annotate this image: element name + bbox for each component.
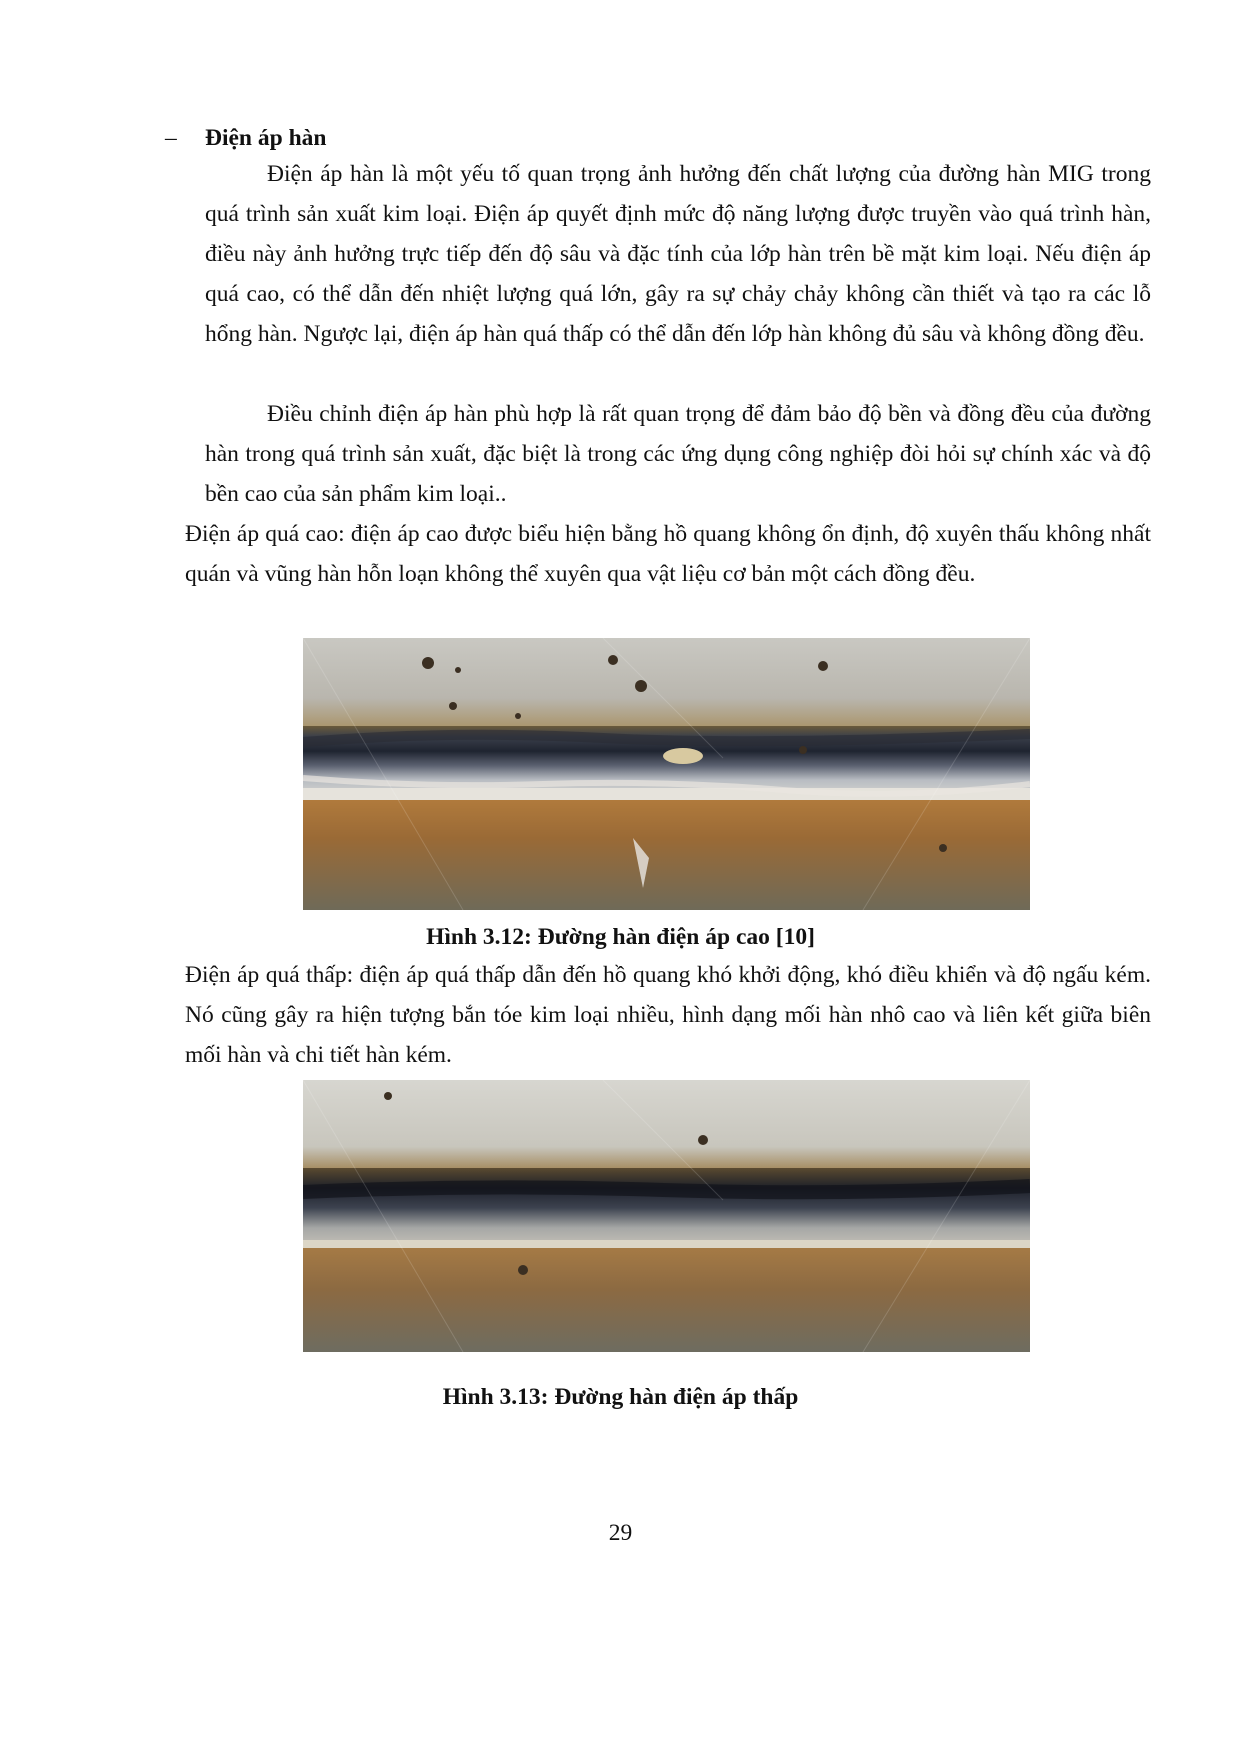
figure-low-voltage-weld (303, 1080, 1030, 1352)
weld-photo-high-voltage (303, 638, 1030, 910)
figure-caption-2: Hình 3.13: Đường hàn điện áp thấp (442, 1384, 799, 1410)
weld-photo-low-voltage (303, 1080, 1030, 1352)
figure-caption-1: Hình 3.12: Đường hàn điện áp cao [10] (426, 924, 815, 950)
paragraph-1: Điện áp hàn là một yếu tố quan trọng ảnh hưởng đến chất lượng của đường hàn MIG trong quá trình sản xuất kim loại. Điện áp quyết định mức độ năng lượng được truyền vào quá trình hàn, điều này ảnh hưởng trực tiếp đến độ sâu và đặc tính của lớp hàn trên bề mặt kim loại. Nếu điện áp quá cao, có thể dẫn đến nhiệt lượng quá lớn, gây ra sự chảy chảy không cần thiết và tạo ra các lỗ hổng hàn. Ngược lại, điện áp hàn quá thấp có thể dẫn đến lớp hàn không đủ sâu và không đồng đều. (205, 161, 1151, 347)
paragraph-3: Điện áp quá cao: điện áp cao được biểu hiện bằng hồ quang không ổn định, độ xuyên thấu không nhất quán và vũng hàn hỗn loạn không thể xuyên qua vật liệu cơ bản một cách đồng đều. (185, 521, 1151, 587)
paragraph-4: Điện áp quá thấp: điện áp quá thấp dẫn đến hồ quang khó khởi động, khó điều khiển và độ ngấu kém. Nó cũng gây ra hiện tượng bắn tóe kim loại nhiều, hình dạng mối hàn nhô cao và liên kết giữa biên mối hàn và chi tiết hàn kém. (185, 962, 1151, 1068)
figure-high-voltage-weld (303, 638, 1030, 910)
paragraph-2: Điều chỉnh điện áp hàn phù hợp là rất quan trọng để đảm bảo độ bền và đồng đều của đường hàn trong quá trình sản xuất, đặc biệt là trong các ứng dụng công nghiệp đòi hỏi sự chính xác và độ bền cao của sản phẩm kim loại.. (205, 401, 1151, 507)
section-heading: Điện áp hàn (205, 125, 327, 151)
page-number: 29 (608, 1520, 633, 1546)
bullet-dash: – (165, 125, 177, 151)
